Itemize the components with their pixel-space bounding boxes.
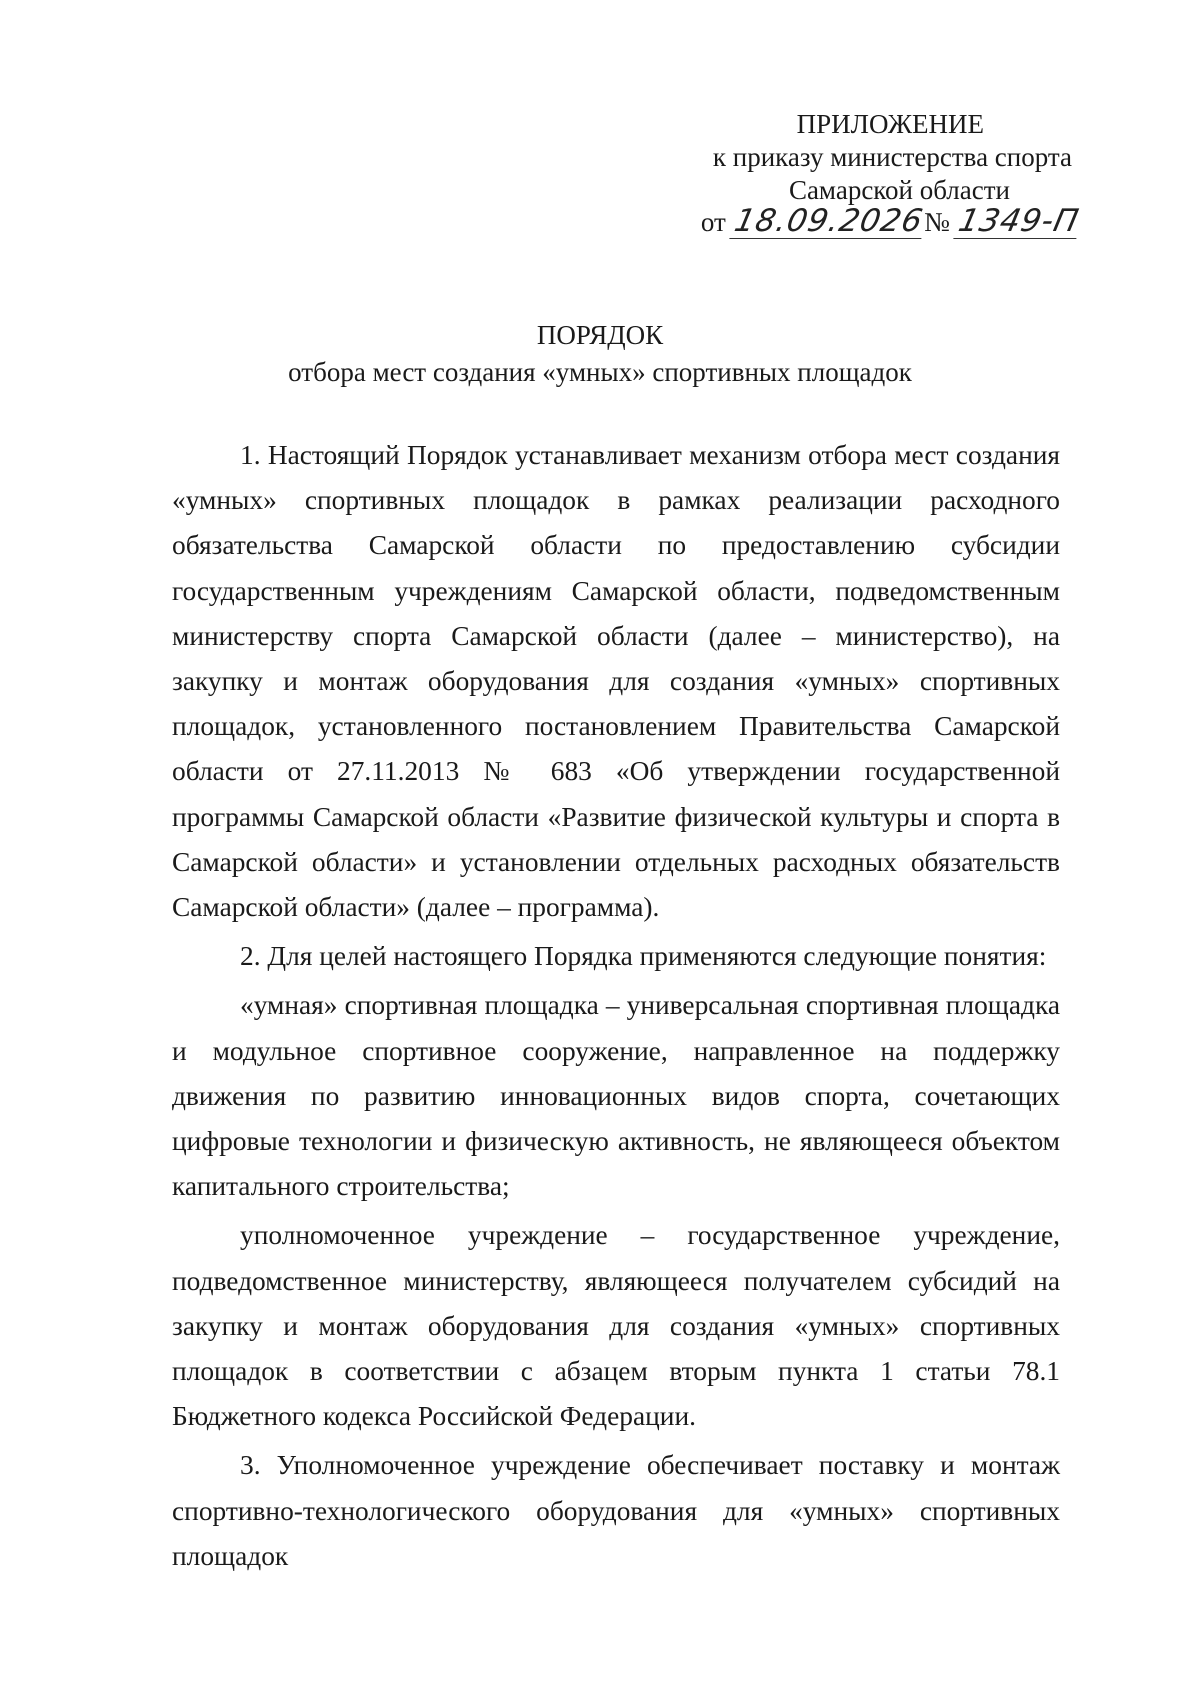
order-date-number: [701, 202, 1080, 242]
document-subtitle: отбора мест создания «умных» спортивных площадок: [288, 357, 912, 387]
paragraph-1: 1. Настоящий Порядок устанавливает механизм отбора мест создания «умных» спортивных площадок в рамках реализации расходного обязательства Самарской области по предоставлению субсидии государственным учреждениям Самарской области, подведомственным министерству спорта Самарской области (далее – министерство), на закупку и монтаж оборудования для создания «умных» спортивных площадок, установленного постановлением Правительства Самарской области от 27.11.2013 № 683 «Об утверждении государственной программы Самарской области «Развитие физической культуры и спорта в Самарской области» и установлении отдельных расходных обязательств Самарской области» (далее – программа).: [172, 440, 1060, 923]
handwritten-date: 18.09.2026: [730, 203, 927, 239]
appendix-region-line: Самарской области: [788, 175, 1010, 205]
appendix-order-line: к приказу министерства спорта: [712, 142, 1072, 172]
document-body: [172, 433, 1060, 1579]
paragraph-5: 3. Уполномоченное учреждение обеспечивает поставку и монтаж спортивно-технологического оборудования для «умных» спортивных площадок: [172, 1450, 1060, 1571]
appendix-title: ПРИЛОЖЕНИЕ: [796, 109, 984, 139]
document-title: ПОРЯДОК: [536, 320, 664, 350]
paragraph-2: 2. Для целей настоящего Порядка применяются следующие понятия:: [240, 941, 1047, 972]
from-label: от: [700, 207, 726, 237]
paragraph-4: уполномоченное учреждение – государственное учреждение, подведомственное министерству, являющееся получателем субсидий на закупку и монтаж оборудования для создания «умных» спортивных площадок в соответствии с абзацем вторым пункта 1 статьи 78.1 Бюджетного кодекса Российской Федерации.: [172, 1220, 1060, 1432]
appendix-block: [602, 108, 1072, 207]
number-label: №: [924, 207, 950, 237]
handwritten-number: 1349-П: [954, 203, 1082, 239]
paragraph-3: «умная» спортивная площадка – универсальная спортивная площадка и модульное спортивное сооружение, направленное на поддержку движения по развитию инновационных видов спорта, сочетающих цифровые технологии и физическую активность, не являющееся объектом капитального строительства;: [172, 990, 1060, 1202]
